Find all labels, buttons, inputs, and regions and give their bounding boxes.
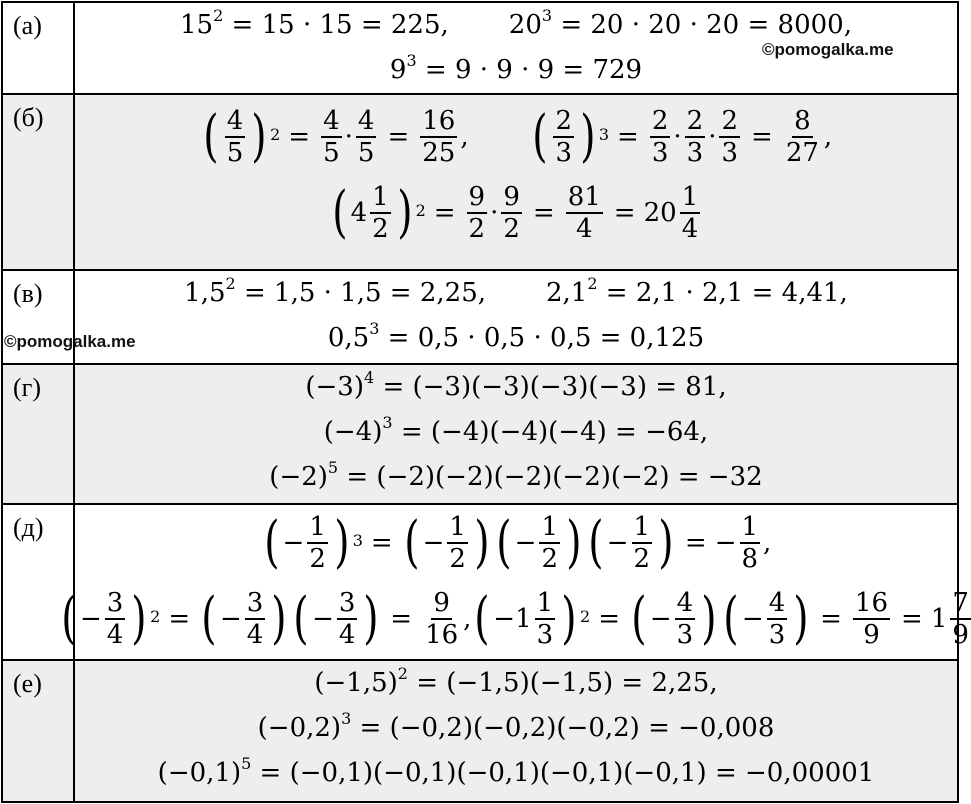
row-d (2, 504, 958, 660)
row-content (74, 364, 958, 504)
expansion: = (−3)(−3)(−3)(−3) = 81, (374, 372, 727, 402)
row-label: (е) (2, 660, 74, 802)
expression-line (75, 316, 957, 361)
solutions-table (1, 1, 969, 803)
expansion: = 15 · 15 = 225, (223, 10, 449, 40)
base: (−4) (323, 417, 383, 447)
base: 2,1 (546, 278, 588, 308)
row-label: (в) (2, 270, 74, 364)
expression-line: ( 4 5 ) 2 = $\frac{4}{5}$ · $\frac{4}{5}$ = $\frac{16}{25}$ , ( 2 3 ) 3 = $\frac{2}{3}$ · 2 3 · $\frac{2}{3}$ = $\frac{8}{27}$ , (203, 104, 833, 169)
expansion: = 2,1 · 2,1 = 4,41, (597, 278, 848, 308)
row-content (74, 270, 958, 364)
row-v (2, 270, 958, 364)
row-label: (а) (2, 2, 74, 94)
expression-line (75, 706, 957, 751)
row-e (2, 660, 958, 802)
expansion: = (−4)(−4)(−4) = −64, (392, 417, 709, 447)
watermark: ©pomogalka.me (4, 332, 136, 351)
base: 9 (389, 55, 407, 85)
row-label: (д) (2, 504, 74, 660)
expression-line: ( 4 1 2 ) 2 = $\frac{9}{2}$ · $\frac{9}{2}$ = $\frac{81}{4}$ = 20 $\frac{1}{4}$ (332, 180, 699, 245)
row-label: (б) (2, 94, 74, 270)
expansion: = (−1,5)(−1,5) = 2,25, (407, 668, 718, 698)
expression-line (75, 365, 957, 410)
exponent: 5 (327, 458, 339, 477)
expansion: = 9 · 9 · 9 = 729 (416, 55, 643, 85)
exponent: 2 (587, 274, 598, 293)
base: 0,5 (327, 323, 370, 353)
expression-line (75, 751, 957, 796)
base: (−0,2) (257, 713, 342, 743)
expansion: = 20 · 20 · 20 = 8000, (552, 10, 852, 40)
base: 1,5 (184, 278, 226, 308)
expansion: = 1,5 · 1,5 = 2,25, (235, 278, 486, 308)
watermark: ©pomogalka.me (762, 40, 894, 59)
expression-line (75, 661, 957, 706)
row-b (2, 94, 958, 270)
expansion: = (−2)(−2)(−2)(−2)(−2) = −32 (338, 462, 763, 492)
exponent: 3 (382, 413, 393, 432)
base: (−2) (269, 462, 328, 492)
exponent: 4 (364, 368, 375, 387)
row-content (74, 660, 958, 802)
base: (−3) (305, 372, 364, 402)
expression-line: ( − 3 4 ) 2 = ( − 3 4 ) ( − 3 4 ) = $\frac{9}{16}$ , ( −1 1 3 ) 2 = ( − 4 3 ) ( − 4 3 ) = $\frac{16}{9}$ = 1 $\frac{7}{9}$ (61, 586, 969, 651)
base: (−0,1) (157, 758, 242, 788)
exponent: 2 (225, 274, 236, 293)
row-content (61, 504, 969, 660)
exponent: 3 (541, 6, 553, 25)
expression-line (75, 271, 957, 316)
expression-line (75, 410, 957, 455)
base: (−1,5) (314, 668, 398, 698)
exponent: 5 (241, 754, 252, 773)
exponent: 3 (406, 51, 417, 70)
exponent: 3 (341, 709, 352, 728)
expansion: = (−0,2)(−0,2)(−0,2) = −0,008 (351, 713, 775, 743)
expansion: = 0,5 · 0,5 · 0,5 = 0,125 (379, 323, 705, 353)
expression-line: ( − 1 2 ) 3 = ( − 1 2 ) ( − 1 2 ) ( − 1 2 ) = − $\frac{1}{8}$ , (263, 510, 772, 575)
row-g (2, 364, 958, 504)
exponent: 2 (397, 664, 408, 683)
exponent: 2 (213, 6, 224, 25)
base: 20 (508, 10, 542, 40)
base: 15 (180, 10, 214, 40)
row-label: (г) (2, 364, 74, 504)
expression-line (75, 455, 957, 500)
expansion: = (−0,1)(−0,1)(−0,1)(−0,1)(−0,1) = −0,00001 (251, 758, 875, 788)
exponent: 3 (369, 319, 380, 338)
row-content (74, 94, 958, 270)
